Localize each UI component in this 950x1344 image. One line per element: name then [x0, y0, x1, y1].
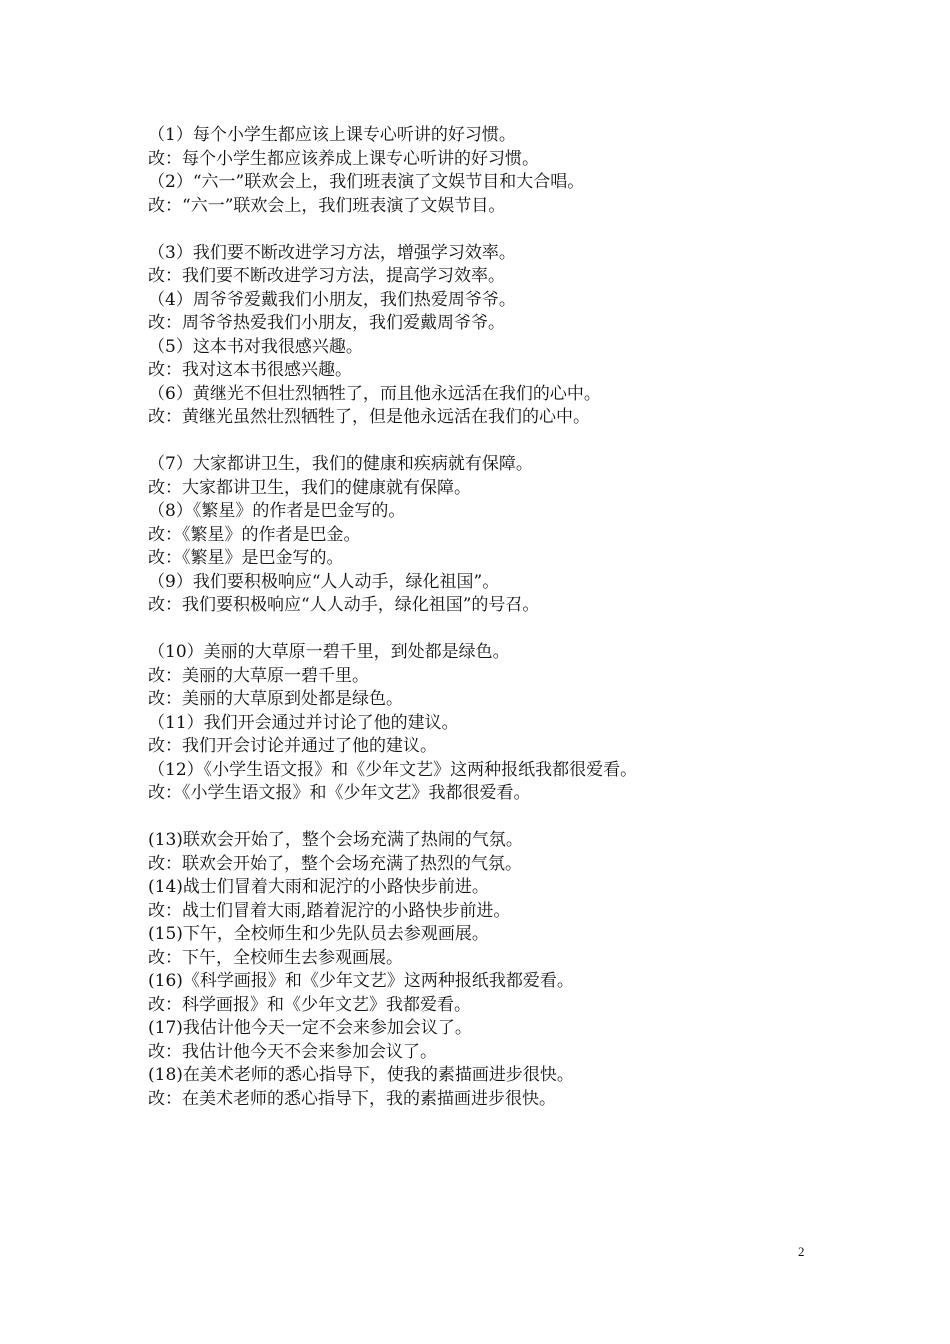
correction-line: 改：我们要不断改进学习方法，提高学习效率。 — [148, 266, 505, 286]
correction-line: 改：我对这本书很感兴趣。 — [148, 360, 352, 380]
sentence-line: (13)联欢会开始了，整个会场充满了热闹的气氛。 — [148, 830, 523, 850]
paragraph-gap — [148, 618, 868, 642]
correction-line: 改：科学画报》和《少年文艺》我都爱看。 — [148, 994, 471, 1015]
sentence-line: (17)我估计他今天一定不会来参加会议了。 — [148, 1018, 472, 1038]
sentence-line: (18)在美术老师的悉心指导下，使我的素描画进步很快。 — [148, 1065, 574, 1085]
paragraph-gap — [148, 806, 868, 830]
correction-line: 改：美丽的大草原到处都是绿色。 — [148, 689, 403, 709]
correction-line: 改：联欢会开始了，整个会场充满了热烈的气氛。 — [148, 853, 522, 874]
sentence-line: (15)下午，全校师生和少先队员去参观画展。 — [148, 924, 489, 944]
paragraph-gap — [148, 430, 868, 454]
correction-line: 改：下午，全校师生去参观画展。 — [148, 947, 403, 968]
sentence-line: （7）大家都讲卫生，我们的健康和疾病就有保障。 — [148, 454, 533, 474]
sentence-line: （8）《繁星》的作者是巴金写的。 — [148, 501, 406, 521]
correction-line: 改：《小学生语文报》和《少年文艺》我都很爱看。 — [148, 783, 531, 803]
correction-line: 改：我估计他今天不会来参加会议了。 — [148, 1041, 437, 1062]
sentence-line: (14)战士们冒着大雨和泥泞的小路快步前进。 — [148, 877, 489, 897]
correction-line: 改：在美术老师的悉心指导下，我的素描画进步很快。 — [148, 1088, 556, 1109]
correction-line: 改：周爷爷热爱我们小朋友，我们爱戴周爷爷。 — [148, 313, 505, 333]
sentence-line: （2）“六一”联欢会上，我们班表演了文娱节目和大合唱。 — [148, 172, 585, 192]
correction-line: 改：战士们冒着大雨,踏着泥泞的小路快步前进。 — [148, 900, 511, 921]
sentence-line: （5）这本书对我很感兴趣。 — [148, 336, 363, 357]
paragraph-gap — [148, 218, 868, 242]
document-body — [148, 124, 868, 1111]
sentence-line: （3）我们要不断改进学习方法，增强学习效率。 — [148, 242, 516, 263]
sentence-line: （6）黄继光不但壮烈牺牲了，而且他永远活在我们的心中。 — [148, 383, 601, 404]
sentence-line: (16)《科学画报》和《少年文艺》这两种报纸我都爱看。 — [148, 971, 574, 991]
sentence-line: （11）我们开会通过并讨论了他的建议。 — [148, 712, 459, 733]
correction-line: 改：《繁星》是巴金写的。 — [148, 548, 344, 568]
correction-line: 改：我们开会讨论并通过了他的建议。 — [148, 736, 437, 756]
page-number: 2 — [798, 1244, 805, 1259]
sentence-line: （9）我们要积极响应“人人动手，绿化祖国”。 — [148, 571, 500, 592]
correction-line: 改：每个小学生都应该养成上课专心听讲的好习惯。 — [148, 148, 539, 169]
correction-line: 改：“六一”联欢会上，我们班表演了文娱节目。 — [148, 195, 506, 216]
correction-line: 改：《繁星》的作者是巴金。 — [148, 524, 361, 545]
sentence-line: （10）美丽的大草原一碧千里，到处都是绿色。 — [148, 642, 510, 662]
sentence-line: （4）周爷爷爱戴我们小朋友，我们热爱周爷爷。 — [148, 289, 516, 310]
sentence-line: （12）《小学生语文报》和《少年文艺》这两种报纸我都很爱看。 — [148, 759, 638, 780]
correction-line: 改：我们要积极响应“人人动手，绿化祖国”的号召。 — [148, 595, 540, 615]
sentence-line: （1）每个小学生都应该上课专心听讲的好习惯。 — [148, 125, 516, 145]
correction-line: 改：美丽的大草原一碧千里。 — [148, 665, 369, 686]
correction-line: 改：大家都讲卫生，我们的健康就有保障。 — [148, 477, 471, 498]
correction-line: 改：黄继光虽然壮烈牺牲了，但是他永远活在我们的心中。 — [148, 407, 590, 427]
